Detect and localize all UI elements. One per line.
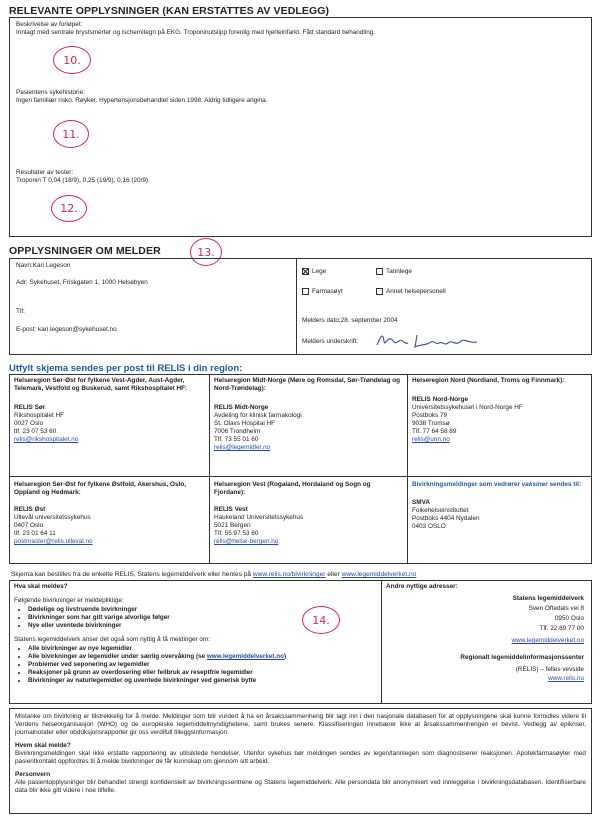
vaccine-head-pre: Bivirkningsmeldinger som vedrører <box>412 481 522 488</box>
region-ost-head: Helseregion Sør-Øst for fylkene Østfold, Akershus, Oslo, Oppland og Hedmark: <box>14 481 186 496</box>
slv-line: Tlf. 22 89 77 00 <box>539 625 584 632</box>
option-annet[interactable] <box>376 288 446 296</box>
signature-label: Melders underskrift: <box>302 338 359 345</box>
region-nord-head: Helseregion Nord (Nordland, Troms og Finnmark): <box>412 377 565 384</box>
mandatory-intro: Følgende bivirkninger er meldepliktige: <box>14 597 124 604</box>
reporter-address[interactable]: Adr: Sykehuset, Friskgaten 1, 1000 Helsebyen <box>16 279 148 286</box>
region-cell-sor <box>10 375 209 446</box>
reporter-divider <box>296 259 297 354</box>
list-item: • Dødelige og livstruende bivirkninger <box>28 606 374 614</box>
slv-link[interactable]: www.legemiddelverket.no <box>511 637 584 644</box>
course-label: Beskrivelse av forløpet: <box>16 21 83 28</box>
annotation-12: 12. <box>51 195 87 222</box>
tests-label: Resultater av tester: <box>16 169 74 176</box>
vaccine-line: Folkehelseinstituttet <box>412 507 469 514</box>
list-item: • Bivirkninger som har gitt varige alvorlige følger <box>28 614 374 622</box>
region-vest-head: Helseregion Vest (Rogaland, Hordaland og Sogn og Fjordane): <box>214 481 371 496</box>
region-midt-email-link[interactable]: relis@legemidler.no <box>214 444 271 451</box>
history-label: Pasientens sykehistorie: <box>16 89 85 96</box>
what-to-report-heading: Hva skal meldes? <box>14 583 68 590</box>
privacy-paragraph: Alle pasientopplysninger blir behandlet strengt konfidensielt av bivirkningssentrene og Statens legemiddelverk. Alle persondata blir anonymisert ved innleggelse i bivirkningsdatabasen. Identifiserbare data blir ikke gitt videre i noe tilfelle. <box>15 779 586 794</box>
list-item-link[interactable]: www.legemiddelverket.no <box>206 653 284 661</box>
relevant-info-box <box>9 17 592 237</box>
addresses-column <box>386 583 584 683</box>
region-ost-email-link[interactable]: postmaster@relis.ulleval.no <box>14 538 93 545</box>
region-ost-line: 0407 Oslo <box>14 522 44 529</box>
relis-link[interactable]: www.relis.no <box>548 675 584 682</box>
slv-name: Statens legemiddelverk <box>512 595 584 602</box>
list-item <box>28 653 374 661</box>
order-link-relis[interactable]: www.relis.no/bivirkninger <box>252 571 326 578</box>
who-reports-heading: Hvem skal melde? <box>15 742 71 749</box>
region-sor-name: RELIS Sør <box>14 404 46 411</box>
option-lege-label: Lege <box>312 268 327 276</box>
vaccine-name: SMVA <box>412 499 430 506</box>
list-item-text: Alle bivirkninger av legemidler under særlig overvåking (se <box>28 653 207 661</box>
useful-list <box>14 645 374 685</box>
row-divider <box>10 476 591 477</box>
region-sor-head: Helseregion Sør-Øst for fylkene Vest-Agder, Aust-Agder, Telemark, Vestfold og Buskerud, samt Rikshospitalet HF: <box>14 377 188 392</box>
checkbox-tannlege[interactable] <box>376 268 383 275</box>
option-farmasoyt-label: Farmasøyt <box>312 288 343 296</box>
vaccine-head <box>412 481 587 489</box>
info-box <box>9 708 592 814</box>
vaccine-line: Postboks 4404 Nydalen <box>412 515 480 522</box>
report-date[interactable]: Melders dato:28. september 2004 <box>302 317 398 324</box>
order-mid: eller <box>325 571 342 578</box>
region-nord-email-link[interactable]: relis@unn.no <box>412 436 450 443</box>
info-paragraph: Mistanke om bivirkning er tilstrekkelig for å melde. Meldinger som blir vurdert å ha en årsakssammenheng blir lagt inn i den nasjonale databasen for at opplysningene skal kunne formidles videre til Verdens helseorganisasjon (WHO) og de europeiske legemiddelmyndighetene, samt brukes senere. Klassifiseringen innebærer ikke at årsakssammenhengen er bevist. Vedlegg av epikriser, journalnotater eller obduksjonsrapporter gir oss verdifull tilleggsinformasjon. <box>15 713 586 736</box>
checkbox-annet[interactable] <box>376 288 383 295</box>
vaccine-line: 0403 OSLO <box>412 523 446 530</box>
relis-line: (RELIS) – felles vevside <box>515 666 584 673</box>
option-farmasoyt[interactable] <box>302 288 343 296</box>
option-annet-label: Annet helsepersonell <box>386 288 446 296</box>
tests-text[interactable]: Troponin T 0,04 (18/9), 0,25 (19/9), 0,16 (20/9) <box>16 177 149 184</box>
region-midt-name: RELIS Midt-Norge <box>214 404 269 411</box>
region-vest-email-link[interactable]: relis@helse-bergen.no <box>214 538 279 545</box>
region-vest-line: 5021 Bergen <box>214 522 251 529</box>
history-text[interactable]: Ingen familiær risko. Røyker. Hypertensjonsbehandlet siden 1998. Aldrig tidligere angina. <box>16 97 268 104</box>
region-nord-name: RELIS Nord-Norge <box>412 396 469 403</box>
region-cell-nord <box>408 375 591 446</box>
region-sor-email-link[interactable]: relis@rikshospitalet.no <box>14 436 79 443</box>
checkbox-farmasoyt[interactable] <box>302 288 309 295</box>
region-cell-vest <box>210 479 407 548</box>
what-to-report-column <box>14 583 374 685</box>
reporter-phone[interactable]: Tlf: <box>16 308 25 315</box>
vaccine-head-em: vaksiner <box>521 481 548 488</box>
section-title-relis: Utfylt skjema sendes per post til RELIS i din region: <box>9 363 243 374</box>
relis-table <box>9 374 592 564</box>
list-item-text: ) <box>283 653 287 661</box>
region-midt-line: Avdeling for klinisk farmakologi <box>214 412 302 419</box>
annotation-11: 11. <box>53 120 89 148</box>
region-nord-line: 9038 Tromsø <box>412 420 450 427</box>
list-item: • Problemer ved seponering av legemidler <box>28 661 374 669</box>
addresses-heading: Andre nyttige adresser: <box>386 583 458 590</box>
region-midt-line: Tlf. 73 55 01 60 <box>214 436 259 443</box>
region-midt-line: 7006 Trondheim <box>214 428 261 435</box>
slv-line: Sven Oftedals vei 8 <box>528 605 584 612</box>
region-nord-line: Postboks 79 <box>412 412 448 419</box>
annotation-13: 13. <box>190 238 222 266</box>
region-ost-name: RELIS Øst <box>14 506 46 513</box>
what-to-report-box <box>9 580 592 704</box>
list-item: • Nye eller uventede bivirkninger <box>28 622 374 630</box>
region-midt-head: Helseregion Midt-Norge (Møre og Romsdal, Sør-Trøndelag og Nord-Trøndelag): <box>214 377 401 392</box>
who-reports-paragraph: Bivirkningsmeldingen skal ikke erstatte rapportering av utilsiktede hendelser. Utenfor sykehus bør meldingen sendes av legen/tannlegen som diagnostiserer reaksjonen. Apotekfarmasøyter med pasientkontakt oppfordres til å melde bivirkninger de får kunnskap om gjennom sitt arbeid. <box>15 750 586 765</box>
vaccine-head-post: sendes til: <box>547 481 582 488</box>
region-vest-name: RELIS Vest <box>214 506 248 513</box>
region-nord-line: Tlf. 77 64 58 89 <box>412 428 457 435</box>
reporter-box <box>9 258 592 355</box>
section-title-reporter: OPPLYSNINGER OM MELDER <box>9 245 161 257</box>
list-item: • Alle bivirkninger av nye legemidler <box>28 645 374 653</box>
section-title-relevant-info: RELEVANTE OPPLYSNINGER (KAN ERSTATTES AV VEDLEGG) <box>9 5 330 17</box>
useful-intro: Statens legemiddelverk anser det også som nyttig å få meldinger om: <box>14 636 211 644</box>
option-lege[interactable] <box>302 268 326 276</box>
region-sor-line: tlf. 23 07 53 60 <box>14 428 57 435</box>
region-sor-line: 0027 Oslo <box>14 420 44 427</box>
relis-name: Regionalt legemiddelinformasjonssenter <box>460 654 584 661</box>
checkbox-lege-checked[interactable] <box>302 268 309 275</box>
order-link-legemiddelverket[interactable]: www.legemiddelverket.no <box>341 571 417 578</box>
what-divider <box>381 581 382 703</box>
reporter-email[interactable]: E-post: kari.legeson@sykehuset.no <box>16 326 117 333</box>
course-text[interactable]: Innlagt med sentrale brystsmerter og ischemitegn på EKG. Troponinutslipp forenlig med hjerteinfarkt. Fått standard behandling. <box>16 29 376 36</box>
region-cell-ost <box>10 479 209 548</box>
region-sor-line: Rikshospitalet HF <box>14 412 65 419</box>
slv-line: 0950 Oslo <box>554 615 584 622</box>
order-pre: Skjema kan bestilles fra de enkelte RELIS, Statens legemiddelverk eller hentes på <box>11 571 253 578</box>
option-tannlege[interactable] <box>376 268 412 276</box>
region-ost-line: Ullevål universitetssykehus <box>14 514 91 521</box>
signature-scribble <box>373 329 483 351</box>
region-cell-midt <box>210 375 407 454</box>
region-nord-line: Universitetssykehuset i Nord-Norge HF <box>412 404 523 411</box>
region-vest-line: Tlf. 55 97 53 60 <box>214 530 259 537</box>
region-vest-line: Haukeland Universitetssykehus <box>214 514 304 521</box>
reporter-name[interactable]: Navn:Kari Legeson <box>16 262 71 269</box>
annotation-14: 14. <box>302 606 340 634</box>
region-cell-vaksine <box>408 479 591 533</box>
privacy-heading: Personvern <box>15 771 51 778</box>
list-item: • Bivirkninger av naturlegemidler og uventede bivirkninger ved generisk bytte <box>28 677 374 685</box>
option-tannlege-label: Tannlege <box>386 268 412 276</box>
region-ost-line: tlf. 23 01 64 11 <box>14 530 56 537</box>
list-item: • Reaksjoner på grunn av overdosering eller feilbruk av reseptfrie legemidler <box>28 669 374 677</box>
order-line <box>11 571 416 579</box>
region-midt-line: St. Olavs Hospital HF <box>214 420 276 427</box>
annotation-10: 10. <box>53 46 91 74</box>
